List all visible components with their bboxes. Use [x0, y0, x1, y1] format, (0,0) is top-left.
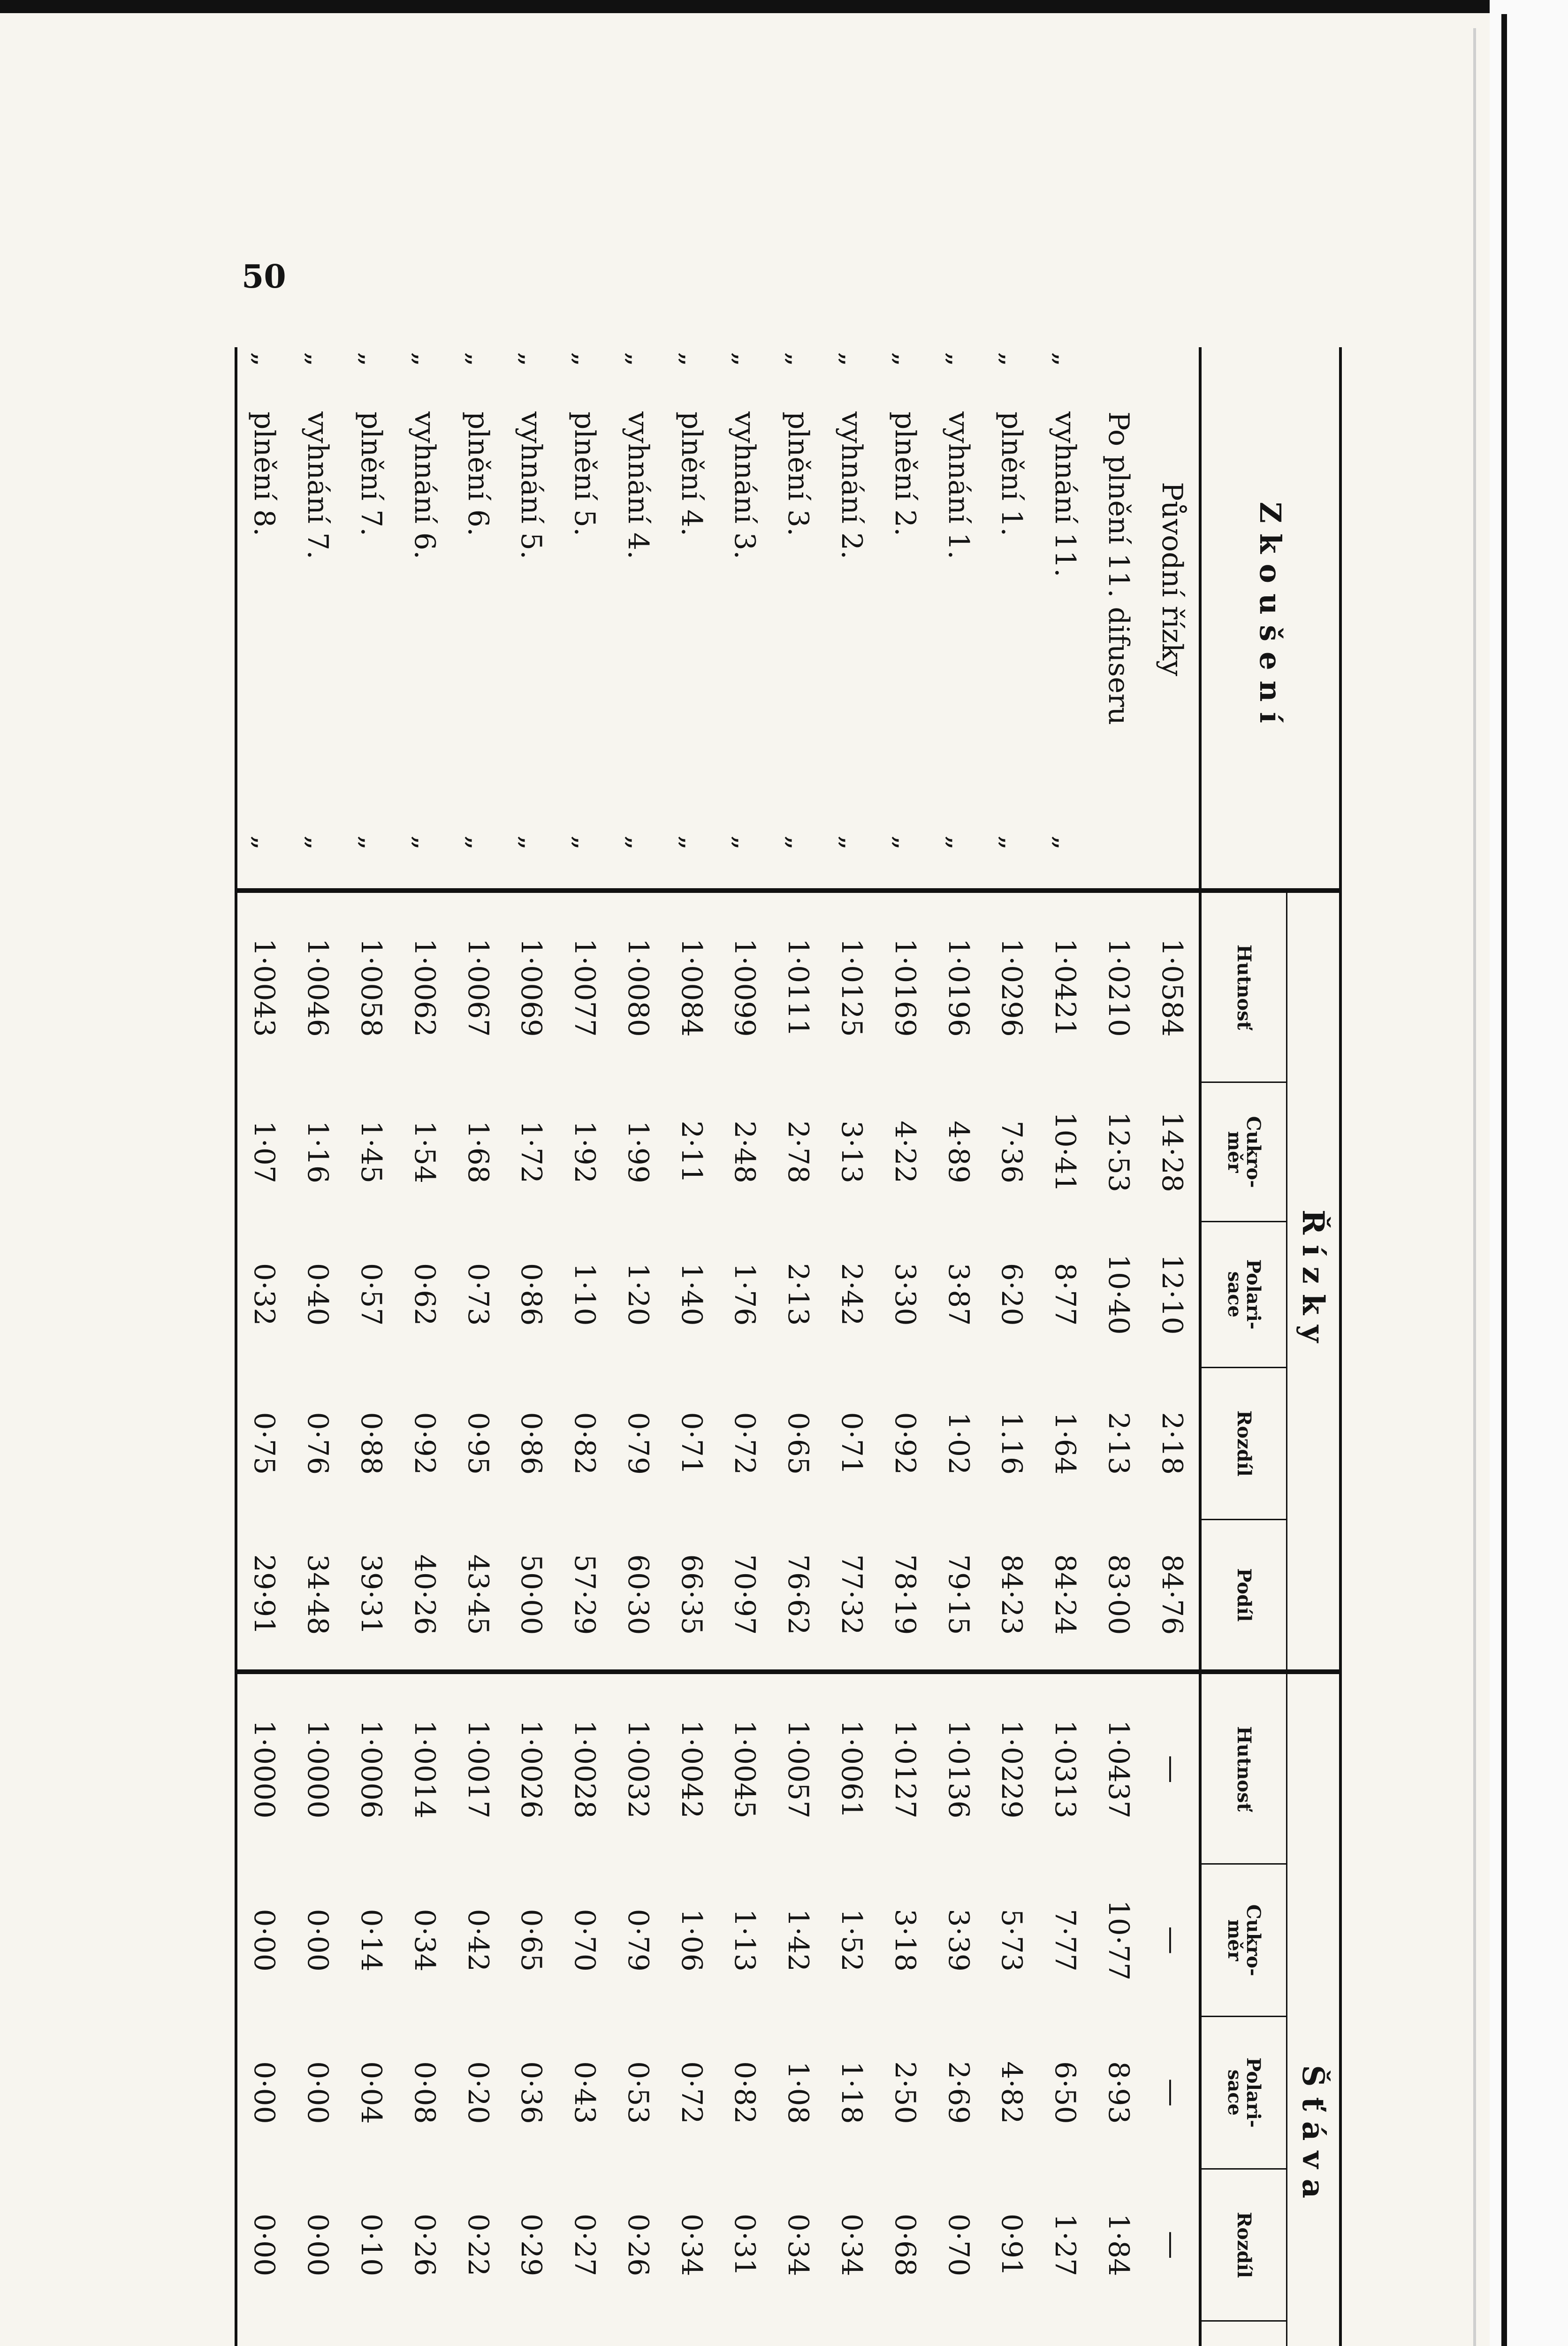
rizky-cell-0: 1·0169 [888, 938, 921, 1037]
stava-cell-3: 1·27 [1049, 2213, 1082, 2277]
stava-cell-3: 0·34 [675, 2213, 708, 2277]
ditto-mark [1092, 347, 1145, 407]
rizky-cell-3: 0·79 [621, 1412, 655, 1475]
page-number: 50 [242, 258, 286, 296]
rizky-cell-2: 0·57 [354, 1263, 388, 1326]
row-label: plnění 7. [354, 411, 388, 536]
stava-cell-3: 0·29 [515, 2213, 548, 2277]
subheader-stava-4 [1200, 2321, 1287, 2346]
ditto-mark: „ [515, 352, 548, 367]
stava-cell-2: 0·82 [728, 2061, 761, 2124]
rizky-cell-1: 14·28 [1155, 1112, 1188, 1193]
stava-cell-1: 0·00 [301, 1909, 335, 1972]
subheader-rizky-0: Hutnosť [1200, 891, 1287, 1082]
stava-cell-2: — [1155, 2078, 1188, 2107]
rizky-cell-2: 10·40 [1102, 1254, 1135, 1335]
table-row [344, 347, 398, 2346]
rizky-cell-4: 76·62 [771, 1520, 825, 1672]
rizky-cell-1: 1·72 [515, 1120, 548, 1183]
ditto-mark: „ [888, 352, 921, 367]
stava-cell-1: 0·79 [621, 1909, 655, 1972]
ditto-mark: „ [236, 831, 291, 891]
stava-cell-2: 0·20 [461, 2061, 495, 2124]
rizky-cell-2: 0·32 [248, 1263, 281, 1326]
row-label: plnění 1. [995, 411, 1028, 536]
stava-cell-0: 1·0136 [942, 1720, 975, 1819]
stava-cell-4 [344, 2321, 398, 2346]
ditto-mark: „ [942, 352, 975, 367]
table-row [825, 347, 878, 2346]
stava-cell-2: 8·93 [1102, 2061, 1135, 2124]
stava-cell-0: 1·0028 [568, 1720, 601, 1819]
table-row [878, 347, 932, 2346]
stava-cell-3: — [1155, 2231, 1188, 2259]
stava-cell-2: 4·82 [995, 2061, 1028, 2124]
stava-cell-2: 1·18 [835, 2061, 868, 2124]
rizky-cell-1: 1·07 [248, 1120, 281, 1183]
rizky-cell-2: 0·40 [301, 1263, 335, 1326]
rizky-cell-1: 3·13 [835, 1120, 868, 1183]
stava-cell-3: 0·27 [568, 2213, 601, 2277]
ditto-mark [1145, 347, 1200, 407]
table-row [932, 347, 985, 2346]
row-label: vyhnání 6. [408, 411, 441, 560]
table-row [291, 347, 344, 2346]
rizky-cell-1: 1·99 [621, 1120, 655, 1183]
table-row [504, 347, 558, 2346]
stava-cell-1: 3·39 [942, 1909, 975, 1972]
row-label: vyhnání 2. [835, 411, 868, 560]
scan-edge-top [0, 0, 1568, 13]
ditto-mark: „ [461, 352, 495, 367]
ditto-mark: „ [248, 352, 281, 367]
subheader-rizky-3: Rozdíl [1200, 1367, 1287, 1520]
stava-cell-0: 1·0006 [354, 1720, 388, 1819]
ditto-mark: „ [611, 831, 665, 891]
rizky-cell-3: 0·71 [675, 1412, 708, 1475]
stava-cell-0: 1·0045 [728, 1720, 761, 1819]
scan-shadow-line [1473, 28, 1476, 2346]
stava-cell-0: 1·0313 [1049, 1720, 1082, 1819]
row-label: plnění 2. [888, 411, 921, 536]
data-table [235, 347, 1342, 2346]
rizky-cell-0: 1·0210 [1102, 938, 1135, 1037]
ditto-mark: „ [301, 352, 335, 367]
table-row [236, 347, 291, 2346]
ditto-mark: „ [344, 831, 398, 891]
rizky-cell-2: 0·73 [461, 1263, 495, 1326]
stava-cell-0: 1·0000 [248, 1720, 281, 1819]
row-label: plnění 6. [461, 411, 495, 536]
rizky-cell-3: 2·13 [1102, 1412, 1135, 1475]
ditto-mark: „ [675, 352, 708, 367]
rizky-cell-3: 0·76 [301, 1412, 335, 1475]
stava-cell-0: 1·0127 [888, 1720, 921, 1819]
rizky-cell-4: 84·23 [985, 1520, 1038, 1672]
rizky-cell-0: 1·0046 [301, 938, 335, 1037]
stava-cell-4 [611, 2321, 665, 2346]
stava-cell-1: 0·34 [408, 1909, 441, 1972]
rizky-cell-2: 1·10 [568, 1263, 601, 1326]
rizky-cell-1: 1·92 [568, 1120, 601, 1183]
stava-cell-3: 0·10 [354, 2213, 388, 2277]
rizky-cell-0: 1·0069 [515, 938, 548, 1037]
table-row [398, 347, 451, 2346]
rizky-cell-2: 3·87 [942, 1263, 975, 1326]
header-zkouseni: Zkoušení [1200, 347, 1340, 891]
ditto-mark [1092, 831, 1145, 891]
ditto-mark: „ [621, 352, 655, 367]
stava-cell-0: 1·0057 [782, 1720, 815, 1819]
ditto-mark: „ [354, 352, 388, 367]
row-label: vyhnání 11. [1049, 411, 1082, 578]
stava-cell-0: 1·0437 [1102, 1720, 1135, 1819]
rizky-cell-4: 40·26 [398, 1520, 451, 1672]
header-rizky: Řízky [1287, 891, 1341, 1672]
rizky-cell-1: 10·41 [1049, 1112, 1082, 1193]
stava-cell-4 [1092, 2321, 1145, 2346]
rizky-cell-4: 84·76 [1145, 1520, 1200, 1672]
rizky-cell-3: 2·18 [1155, 1412, 1188, 1475]
table-row [451, 347, 505, 2346]
stava-cell-2: 0·00 [301, 2061, 335, 2124]
rizky-cell-0: 1·0421 [1049, 938, 1082, 1037]
rizky-cell-3: 0·95 [461, 1412, 495, 1475]
table-row [985, 347, 1038, 2346]
rizky-cell-0: 1·0043 [248, 938, 281, 1037]
rizky-cell-1: 1·54 [408, 1120, 441, 1183]
stava-cell-0: 1·0229 [995, 1720, 1028, 1819]
scan-edge-right-line [1501, 14, 1507, 2346]
rizky-cell-4: 50·00 [504, 1520, 558, 1672]
ditto-mark: „ [782, 352, 815, 367]
stava-cell-1: 0·42 [461, 1909, 495, 1972]
rizky-cell-1: 7·36 [995, 1120, 1028, 1183]
rizky-cell-2: 1·20 [621, 1263, 655, 1326]
rizky-cell-3: 0·72 [728, 1412, 761, 1475]
header-stava: Šťáva [1287, 1672, 1341, 2346]
rizky-cell-1: 1·68 [461, 1120, 495, 1183]
stava-cell-4 [985, 2321, 1038, 2346]
rizky-cell-0: 1·0296 [995, 938, 1028, 1037]
rizky-cell-4: 43·45 [451, 1520, 505, 1672]
stava-cell-3: 0·70 [942, 2213, 975, 2277]
rizky-cell-4: 70·97 [718, 1520, 772, 1672]
rizky-cell-0: 1·0077 [568, 938, 601, 1037]
stava-cell-3: 0·26 [621, 2213, 655, 2277]
stava-cell-4 [718, 2321, 772, 2346]
ditto-mark: „ [995, 352, 1028, 367]
stava-cell-4 [1038, 2321, 1092, 2346]
row-label: vyhnání 1. [942, 411, 975, 560]
table-row [611, 347, 665, 2346]
stava-cell-3: 0·22 [461, 2213, 495, 2277]
rizky-cell-3: 0·71 [835, 1412, 868, 1475]
stava-cell-2: 1·08 [782, 2061, 815, 2124]
rizky-cell-4: 66·35 [665, 1520, 718, 1672]
stava-cell-4 [504, 2321, 558, 2346]
stava-cell-4 [665, 2321, 718, 2346]
ditto-mark: „ [504, 831, 558, 891]
stava-cell-2: 2·69 [942, 2061, 975, 2124]
stava-cell-1: 1·13 [728, 1909, 761, 1972]
ditto-mark: „ [985, 831, 1038, 891]
table-row [718, 347, 772, 2346]
rizky-cell-3: 0·82 [568, 1412, 601, 1475]
row-label: vyhnání 3. [728, 411, 761, 560]
rizky-cell-2: 1·76 [728, 1263, 761, 1326]
row-label: Po plnění 11. difuseru [1102, 411, 1135, 725]
stava-cell-1: 1·52 [835, 1909, 868, 1972]
ditto-mark: „ [398, 831, 451, 891]
table-row [665, 347, 718, 2346]
rizky-cell-3: 0·75 [248, 1412, 281, 1475]
rizky-cell-2: 12·10 [1155, 1254, 1188, 1335]
stava-cell-3: 0·34 [835, 2213, 868, 2277]
stava-cell-2: 0·72 [675, 2061, 708, 2124]
rizky-cell-0: 1·0080 [621, 938, 655, 1037]
table-row [1038, 347, 1092, 2346]
stava-cell-0: 1·0026 [515, 1720, 548, 1819]
rizky-cell-0: 1·0067 [461, 938, 495, 1037]
stava-cell-1: 5·73 [995, 1909, 1028, 1972]
stava-cell-1: 0·65 [515, 1909, 548, 1972]
stava-cell-4 [558, 2321, 611, 2346]
ditto-mark: „ [408, 352, 441, 367]
table-body [236, 347, 1200, 2346]
ditto-mark: „ [932, 831, 985, 891]
stava-cell-4 [451, 2321, 505, 2346]
ditto-mark: „ [835, 352, 868, 367]
rizky-cell-0: 1·0062 [408, 938, 441, 1037]
row-label: vyhnání 5. [515, 411, 548, 560]
stava-cell-3: 0·68 [888, 2213, 921, 2277]
ditto-mark: „ [728, 352, 761, 367]
stava-cell-2: 6·50 [1049, 2061, 1082, 2124]
stava-cell-1: 1·06 [675, 1909, 708, 1972]
stava-cell-3: 0·00 [248, 2213, 281, 2277]
rizky-cell-2: 3·30 [888, 1263, 921, 1326]
stava-cell-2: 0·53 [621, 2061, 655, 2124]
rizky-cell-3: 0·86 [515, 1412, 548, 1475]
ditto-mark: „ [451, 831, 505, 891]
rizky-cell-3: 0·92 [408, 1412, 441, 1475]
stava-cell-4 [291, 2321, 344, 2346]
rizky-cell-4: 57·29 [558, 1520, 611, 1672]
rizky-cell-0: 1·0196 [942, 938, 975, 1037]
rizky-cell-0: 1·0125 [835, 938, 868, 1037]
rizky-cell-1: 2·78 [782, 1120, 815, 1183]
rizky-cell-1: 12·53 [1102, 1112, 1135, 1193]
stava-cell-1: 7·77 [1049, 1909, 1082, 1972]
stava-cell-2: 0·36 [515, 2061, 548, 2124]
row-label: plnění 8. [248, 411, 281, 536]
ditto-mark: „ [771, 831, 825, 891]
subheader-stava-3: Rozdíl [1200, 2169, 1287, 2321]
rizky-cell-3: 1·02 [942, 1412, 975, 1475]
stava-cell-2: 0·43 [568, 2061, 601, 2124]
rizky-cell-3: 1.16 [995, 1412, 1028, 1475]
rizky-cell-3: 0·65 [782, 1412, 815, 1475]
rizky-cell-0: 1·0099 [728, 938, 761, 1037]
rizky-cell-2: 2·13 [782, 1263, 815, 1326]
subheader-rizky-4: Podíl [1200, 1520, 1287, 1672]
rizky-cell-4: 77·32 [825, 1520, 878, 1672]
rizky-cell-4: 78·19 [878, 1520, 932, 1672]
rizky-cell-2: 0·62 [408, 1263, 441, 1326]
table-row [1145, 347, 1200, 2346]
stava-cell-4 [825, 2321, 878, 2346]
rizky-cell-2: 0·86 [515, 1263, 548, 1326]
rizky-cell-2: 2·42 [835, 1263, 868, 1326]
subheader-stava-2: Polari- sace [1200, 2017, 1287, 2169]
stava-cell-4 [878, 2321, 932, 2346]
rizky-cell-2: 8·77 [1049, 1263, 1082, 1326]
stava-cell-3: 1·84 [1102, 2213, 1135, 2277]
table-row [1092, 347, 1145, 2346]
rizky-cell-0: 1·0058 [354, 938, 388, 1037]
ditto-mark: „ [1038, 831, 1092, 891]
rizky-cell-3: 1·64 [1049, 1412, 1082, 1475]
ditto-mark [1145, 831, 1200, 891]
rizky-cell-4: 83·00 [1092, 1520, 1145, 1672]
ditto-mark: „ [878, 831, 932, 891]
subheader-rizky-2: Polari- sace [1200, 1221, 1287, 1367]
stava-cell-2: 2·50 [888, 2061, 921, 2124]
row-label: plnění 3. [782, 411, 815, 536]
stava-cell-3: 0·34 [782, 2213, 815, 2277]
stava-cell-1: 0·00 [248, 1909, 281, 1972]
ditto-mark: „ [665, 831, 718, 891]
row-label: plnění 5. [568, 411, 601, 536]
stava-cell-0: — [1155, 1755, 1188, 1783]
rotated-table-container [235, 347, 1342, 2346]
subheader-stava-0: Hutnosť [1200, 1672, 1287, 1864]
rizky-cell-0: 1·0111 [782, 938, 815, 1037]
stava-cell-2: 0·08 [408, 2061, 441, 2124]
stava-cell-1: 0·70 [568, 1909, 601, 1972]
rizky-cell-2: 6·20 [995, 1263, 1028, 1326]
subheader-stava-1: Cukro- měr [1200, 1864, 1287, 2017]
ditto-mark: „ [568, 352, 601, 367]
ditto-mark: „ [291, 831, 344, 891]
stava-cell-2: 0·00 [248, 2061, 281, 2124]
stava-cell-0: 1·0000 [301, 1720, 335, 1819]
stava-cell-1: 3·18 [888, 1909, 921, 1972]
rizky-cell-1: 2·11 [675, 1120, 708, 1183]
ditto-mark: „ [558, 831, 611, 891]
stava-cell-3: 0·00 [301, 2213, 335, 2277]
stava-cell-0: 1·0014 [408, 1720, 441, 1819]
subheader-rizky-1: Cukro- měr [1200, 1082, 1287, 1221]
rizky-cell-1: 4·22 [888, 1120, 921, 1183]
stava-cell-3: 0·31 [728, 2213, 761, 2277]
ditto-mark: „ [825, 831, 878, 891]
stava-cell-4 [771, 2321, 825, 2346]
stava-cell-0: 1·0017 [461, 1720, 495, 1819]
stava-cell-0: 1·0032 [621, 1720, 655, 1819]
stava-cell-1: 10·77 [1102, 1900, 1135, 1981]
stava-cell-3: 0·26 [408, 2213, 441, 2277]
rizky-cell-4: 29·91 [236, 1520, 291, 1672]
rizky-cell-3: 0·88 [354, 1412, 388, 1475]
stava-cell-0: 1·0042 [675, 1720, 708, 1819]
stava-cell-1: 1·42 [782, 1909, 815, 1972]
table-row [771, 347, 825, 2346]
rizky-cell-4: 60·30 [611, 1520, 665, 1672]
rizky-cell-1: 4·89 [942, 1120, 975, 1183]
rizky-cell-4: 79·15 [932, 1520, 985, 1672]
row-label: vyhnání 7. [301, 411, 335, 560]
stava-cell-3: 0·91 [995, 2213, 1028, 2277]
row-label: plnění 4. [675, 411, 708, 536]
rizky-cell-1: 2·48 [728, 1120, 761, 1183]
rizky-cell-1: 1·45 [354, 1120, 388, 1183]
stava-cell-4 [1145, 2321, 1200, 2346]
rizky-cell-0: 1·0084 [675, 938, 708, 1037]
stava-cell-1: — [1155, 1926, 1188, 1955]
row-label: Původní řízky [1155, 482, 1188, 677]
rizky-cell-0: 1·0584 [1155, 938, 1188, 1037]
stava-cell-2: 0·04 [354, 2061, 388, 2124]
rizky-cell-4: 34·48 [291, 1520, 344, 1672]
rizky-cell-4: 84·24 [1038, 1520, 1092, 1672]
stava-cell-4 [398, 2321, 451, 2346]
stava-cell-4 [932, 2321, 985, 2346]
rizky-cell-4: 39·31 [344, 1520, 398, 1672]
rizky-cell-1: 1·16 [301, 1120, 335, 1183]
ditto-mark: „ [718, 831, 772, 891]
rizky-cell-3: 0·92 [888, 1412, 921, 1475]
stava-cell-1: 0·14 [354, 1909, 388, 1972]
stava-cell-0: 1·0061 [835, 1720, 868, 1819]
ditto-mark: „ [1049, 352, 1082, 367]
rizky-cell-2: 1·40 [675, 1263, 708, 1326]
row-label: vyhnání 4. [621, 411, 655, 560]
table-row [558, 347, 611, 2346]
stava-cell-4 [236, 2321, 291, 2346]
